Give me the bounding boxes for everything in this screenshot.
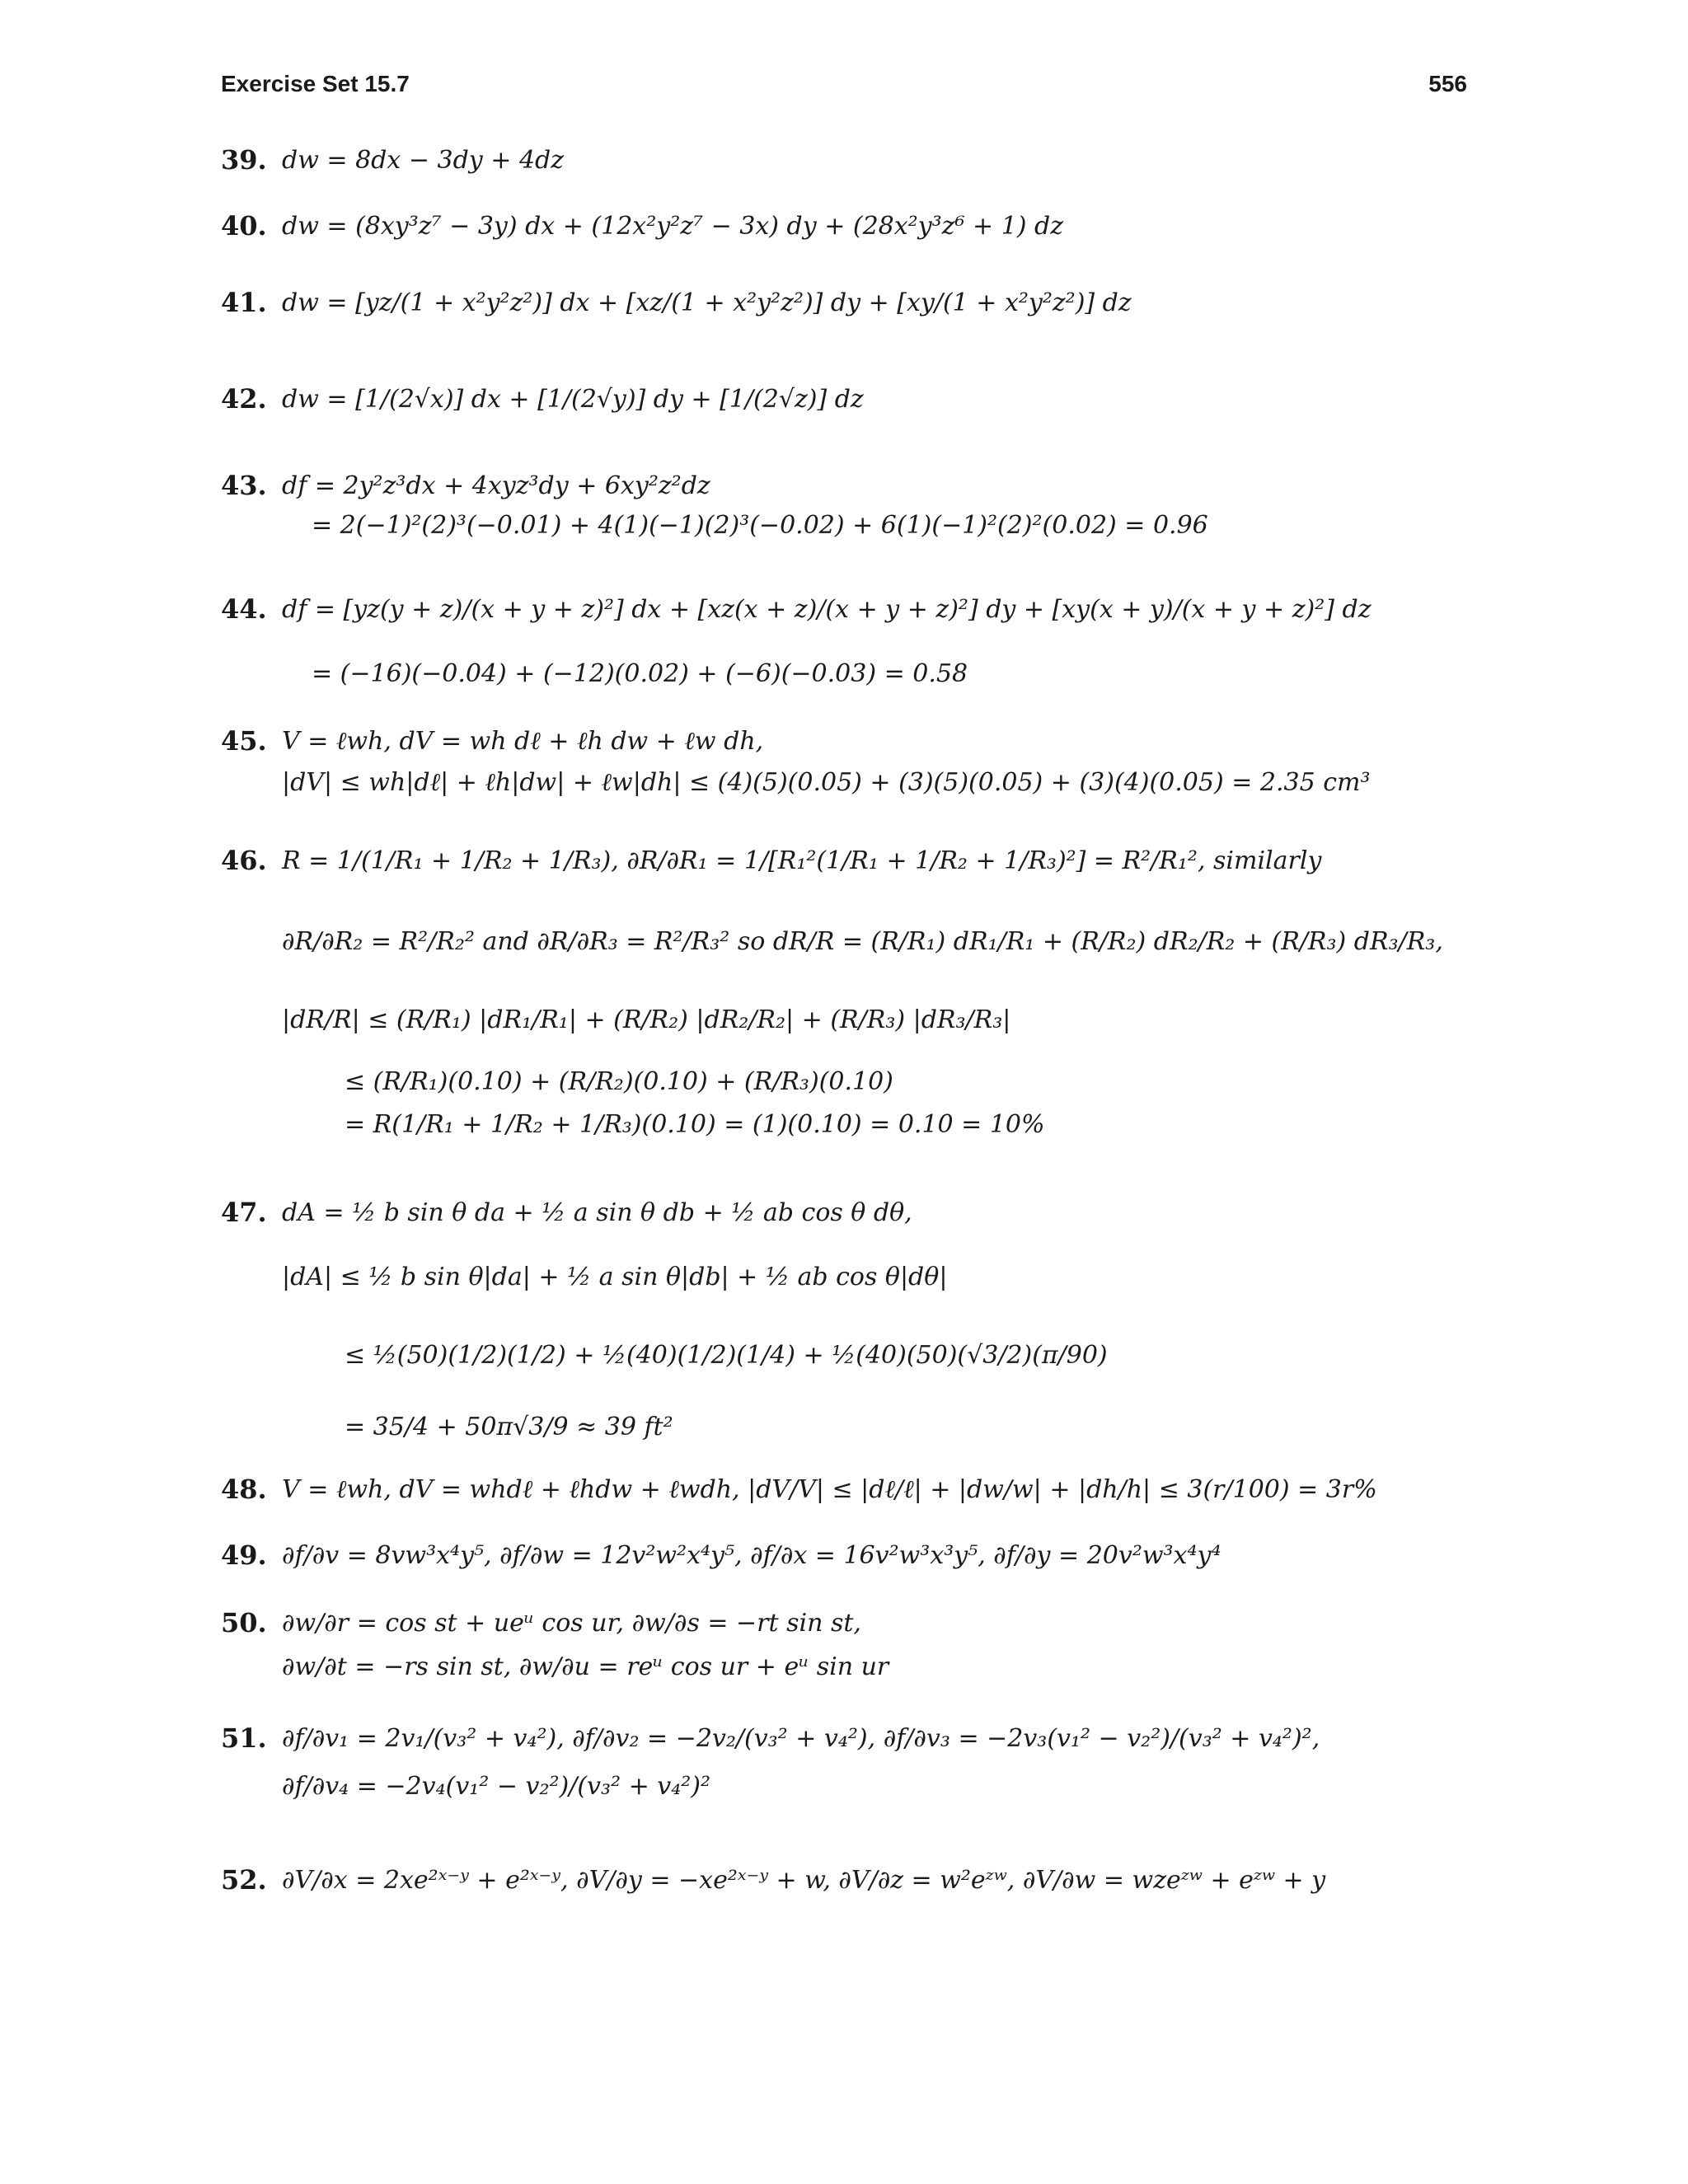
solution-line: dw = (8xy³z⁷ − 3y) dx + (12x²y²z⁷ − 3x) dy + (28x²y³z⁶ + 1) dz	[282, 212, 1064, 241]
solution-line: |dV| ≤ wh|dℓ| + ℓh|dw| + ℓw|dh| ≤ (4)(5)(0.05) + (3)(5)(0.05) + (3)(4)(0.05) = 2.35 cm³	[282, 768, 1371, 797]
solution-line: dw = [yz/(1 + x²y²z²)] dx + [xz/(1 + x²y²z²)] dy + [xy/(1 + x²y²z²)] dz	[282, 288, 1132, 317]
solution-line: V = ℓwh, dV = whdℓ + ℓhdw + ℓwdh, |dV/V| ≤ |dℓ/ℓ| + |dw/w| + |dh/h| ≤ 3(r/100) = 3r%	[282, 1475, 1377, 1504]
solution-line: |dA| ≤ ½ b sin θ|da| + ½ a sin θ|db| + ½ ab cos θ|dθ|	[282, 1263, 948, 1291]
problem-number: 49.	[221, 1540, 267, 1571]
problem-number: 43.	[221, 470, 267, 501]
problem-number: 50.	[221, 1607, 267, 1638]
solution-line: ∂w/∂r = cos st + ueᵘ cos ur, ∂w/∂s = −rt sin st,	[282, 1609, 861, 1638]
solution-line: ∂f/∂v₄ = −2v₄(v₁² − v₂²)/(v₃² + v₄²)²	[282, 1772, 710, 1801]
problem-number: 45.	[221, 725, 267, 757]
page-number: 556	[1428, 71, 1467, 96]
solution-line: df = [yz(y + z)/(x + y + z)²] dx + [xz(x + z)/(x + y + z)²] dy + [xy(x + y)/(x + y + z)²] dz	[282, 595, 1372, 624]
solution-line: ≤ (R/R₁)(0.10) + (R/R₂)(0.10) + (R/R₃)(0.10)	[345, 1067, 893, 1096]
solution-line: V = ℓwh, dV = wh dℓ + ℓh dw + ℓw dh,	[282, 727, 764, 756]
problem-number: 41.	[221, 287, 267, 318]
problem-number: 39.	[221, 144, 267, 176]
solution-line: ∂w/∂t = −rs sin st, ∂w/∂u = reᵘ cos ur + eᵘ sin ur	[282, 1652, 889, 1681]
solution-line: ∂R/∂R₂ = R²/R₂² and ∂R/∂R₃ = R²/R₃² so dR/R = (R/R₁) dR₁/R₁ + (R/R₂) dR₂/R₂ + (R/R₃) dR₃/R₃,	[282, 927, 1443, 956]
solution-line: R = 1/(1/R₁ + 1/R₂ + 1/R₃), ∂R/∂R₁ = 1/[R₁²(1/R₁ + 1/R₂ + 1/R₃)²] = R²/R₁², similarly	[282, 846, 1322, 875]
solution-line: = R(1/R₁ + 1/R₂ + 1/R₃)(0.10) = (1)(0.10) = 0.10 = 10%	[345, 1110, 1045, 1139]
solution-line: = 35/4 + 50π√3/9 ≈ 39 ft²	[345, 1413, 673, 1441]
solution-line: = 2(−1)²(2)³(−0.01) + 4(1)(−1)(2)³(−0.02) + 6(1)(−1)²(2)²(0.02) = 0.96	[312, 511, 1208, 540]
problem-number: 51.	[221, 1722, 267, 1754]
solution-line: dw = [1/(2√x)] dx + [1/(2√y)] dy + [1/(2√z)] dz	[282, 385, 864, 414]
problem-number: 48.	[221, 1474, 267, 1505]
problem-number: 44.	[221, 593, 267, 625]
solution-line: ∂f/∂v = 8vw³x⁴y⁵, ∂f/∂w = 12v²w²x⁴y⁵, ∂f/∂x = 16v²w³x³y⁵, ∂f/∂y = 20v²w³x⁴y⁴	[282, 1541, 1221, 1570]
problem-number: 46.	[221, 845, 267, 876]
solution-line: ∂V/∂x = 2xe²ˣ⁻ʸ + e²ˣ⁻ʸ, ∂V/∂y = −xe²ˣ⁻ʸ + w, ∂V/∂z = w²eᶻʷ, ∂V/∂w = wzeᶻʷ + eᶻʷ + y	[282, 1866, 1326, 1895]
problem-number: 42.	[221, 383, 267, 415]
solution-line: dw = 8dx − 3dy + 4dz	[282, 146, 565, 175]
solution-line: df = 2y²z³dx + 4xyz³dy + 6xy²z²dz	[282, 471, 710, 500]
problem-number: 52.	[221, 1864, 267, 1896]
solution-line: |dR/R| ≤ (R/R₁) |dR₁/R₁| + (R/R₂) |dR₂/R₂| + (R/R₃) |dR₃/R₃|	[282, 1005, 1011, 1034]
solution-line: = (−16)(−0.04) + (−12)(0.02) + (−6)(−0.03) = 0.58	[312, 659, 968, 688]
problem-number: 47.	[221, 1197, 267, 1228]
solution-line: dA = ½ b sin θ da + ½ a sin θ db + ½ ab cos θ dθ,	[282, 1198, 912, 1227]
solution-line: ≤ ½(50)(1/2)(1/2) + ½(40)(1/2)(1/4) + ½(40)(50)(√3/2)(π/90)	[345, 1341, 1108, 1370]
solution-line: ∂f/∂v₁ = 2v₁/(v₃² + v₄²), ∂f/∂v₂ = −2v₂/(v₃² + v₄²), ∂f/∂v₃ = −2v₃(v₁² − v₂²)/(v₃² + v₄²)²,	[282, 1724, 1320, 1753]
section-title: Exercise Set 15.7	[221, 71, 410, 96]
problem-number: 40.	[221, 210, 267, 241]
